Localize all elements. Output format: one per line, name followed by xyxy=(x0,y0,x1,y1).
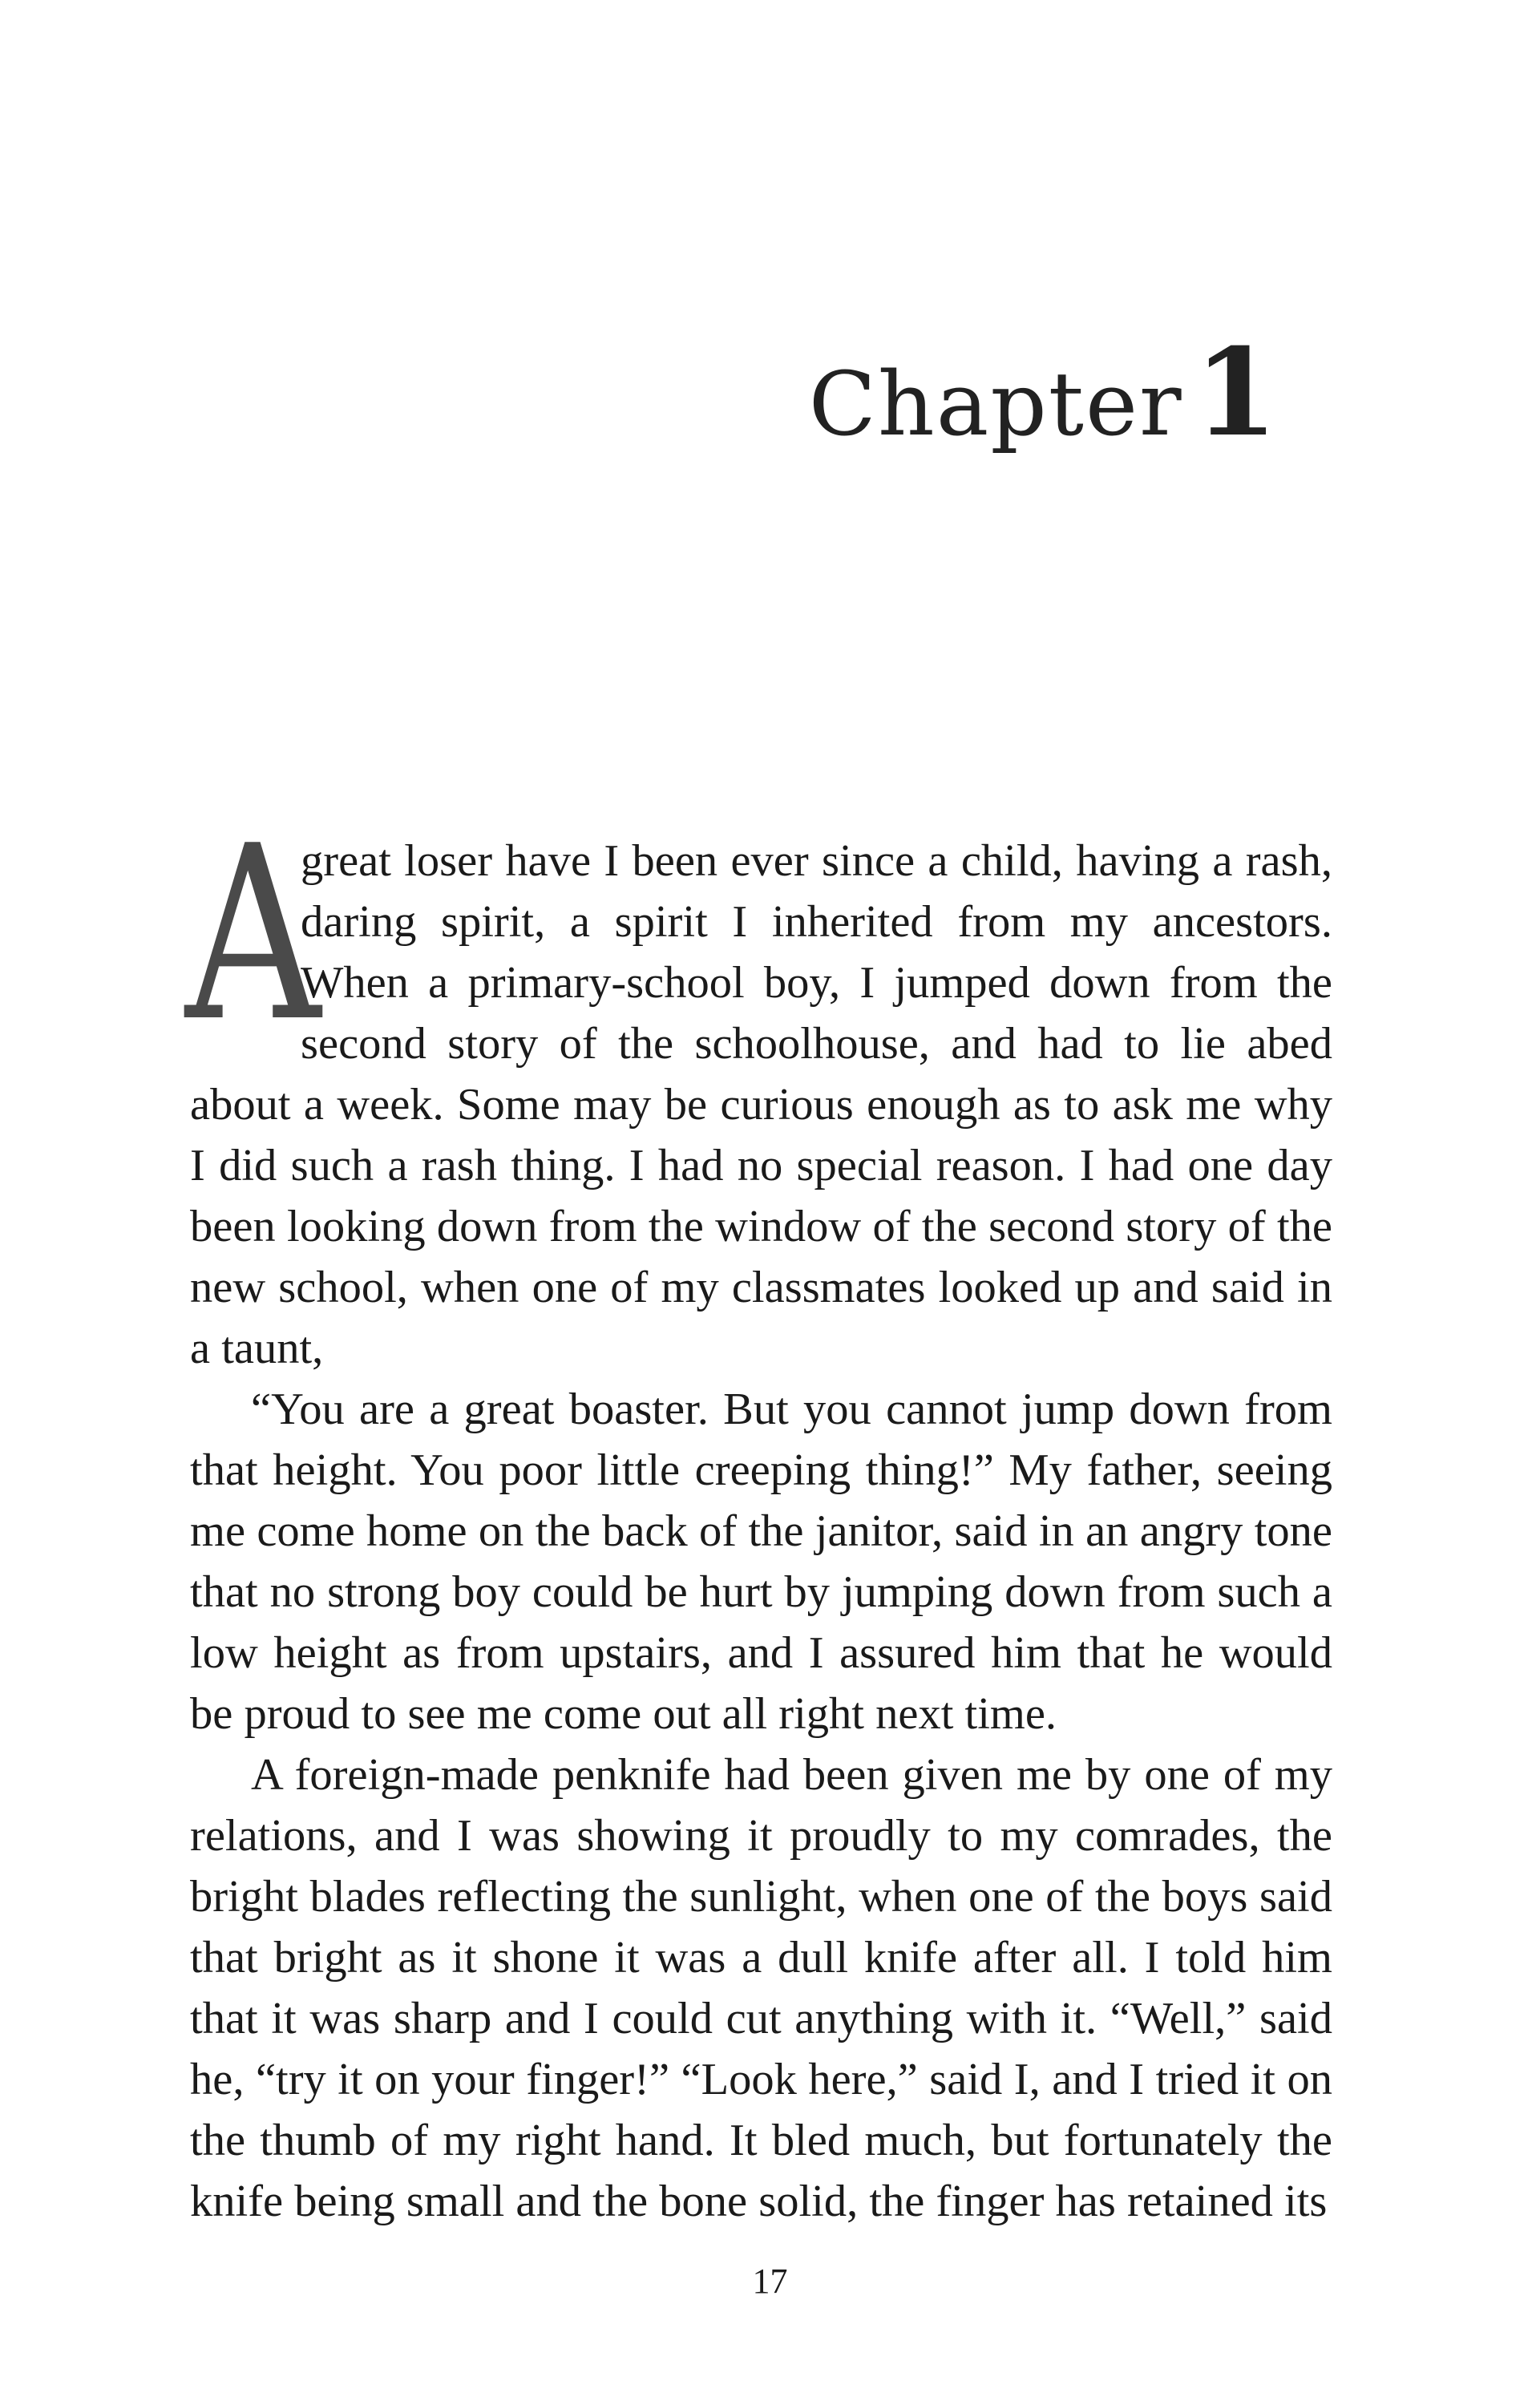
paragraph-3: A foreign-made penknife had been given me by one of my relations, and I was showing it proudly to my comrades, the bright blades reflecting the sunlight, when one of the boys said that bright as it shone it was a dull knife after all. I told him that it was sharp and I could cut anything with it. “Well,” said he, “try it on your finger!” “Look here,” said I, and I tried it on the thumb of my right hand. It bled much, but fortunately the knife being small and the bone solid, the finger has retained its xyxy=(190,1750,1332,2226)
chapter-number: 1 xyxy=(1194,322,1279,463)
paragraph-1-text: great loser have I been ever since a child, having a rash, daring spirit, a spirit I inherited from my ancestors. When a primary-school boy, I jumped down from the second story of the schoolhouse, and had to lie abed about a week. Some may be curious enough as to ask me why I did such a rash thing. I had no special reason. I had one day been looking down from the window of the second story of the new school, when one of my classmates looked up and said in a taunt, xyxy=(190,836,1332,1373)
chapter-word: Chapter xyxy=(808,353,1183,455)
paragraph-1 xyxy=(185,794,1332,1379)
chapter-heading xyxy=(808,322,1279,463)
drop-cap: A xyxy=(185,794,321,1074)
paragraph-2: “You are a great boaster. But you cannot jump down from that height. You poor little creeping thing!” My father, seeing me come home on the back of the janitor, said in an angry tone that no strong boy could be hurt by jumping down from such a low height as from upstairs, and I assured him that he would be proud to see me come out all right next time. xyxy=(190,1384,1332,1739)
body-text xyxy=(185,794,1332,2232)
page-number: 17 xyxy=(752,2262,788,2301)
